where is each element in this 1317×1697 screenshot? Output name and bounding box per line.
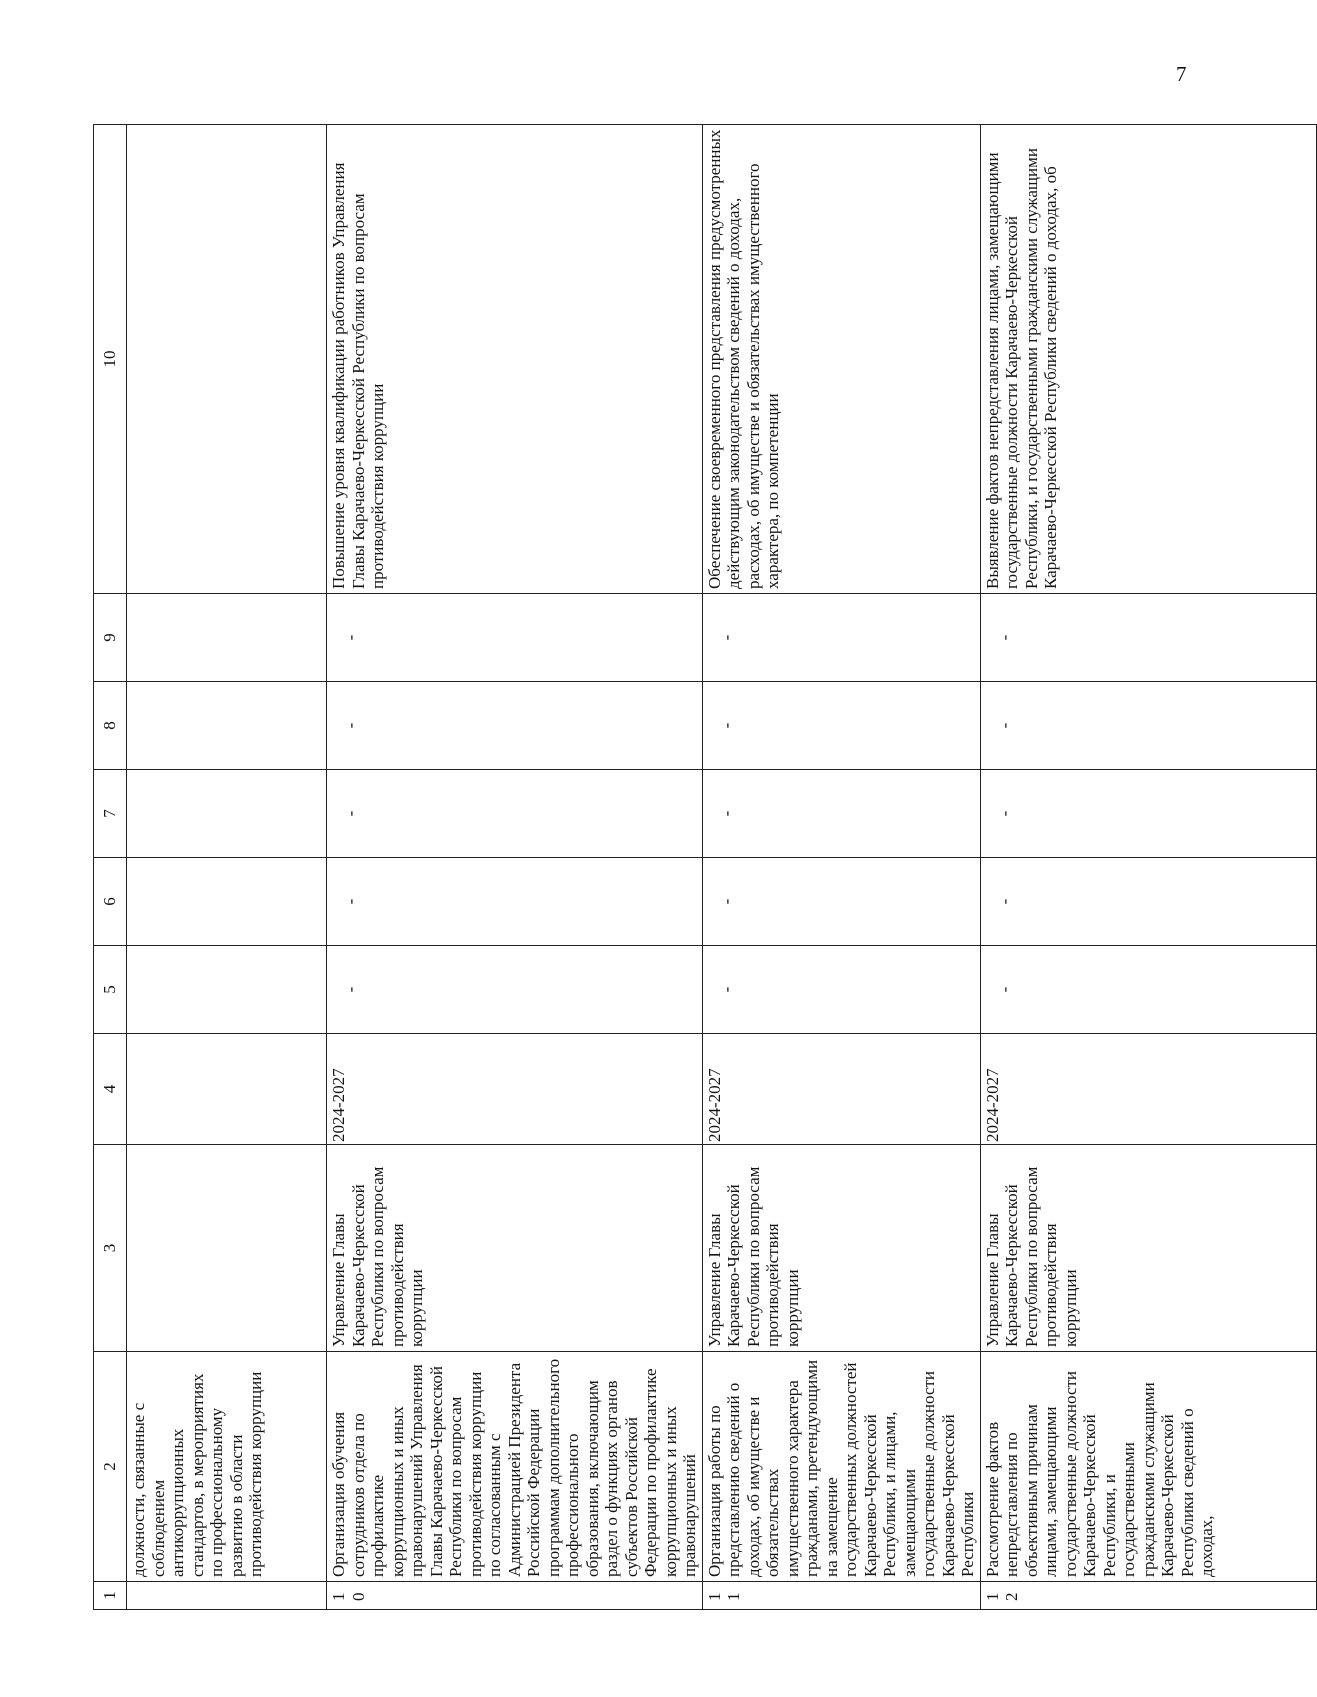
- activity-cell: Рассмотрение фактов непредставления по объективным причинам лицами, замещающими государственные должности Карачаево-Черкесской Республики, и государственными гражданскими служащими Карачаево-Черкесской Республики сведений о доходах,: [980, 1352, 1316, 1582]
- executor-cell: Управление Главы Карачаево-Черкесской Республики по вопросам противодействия коррупции: [980, 1145, 1316, 1352]
- result-cell: Обеспечение своевременного представления предусмотренных действующим законодательством сведений о доходах, расходах, об имуществе и обязательствах имущественного характера, по компетенции: [702, 125, 980, 594]
- value-cell: -: [980, 594, 1316, 682]
- activity-cell: Организация работы по представлению сведений о доходах, об имуществе и обязательствах имущественного характера гражданами, претендующими на замещение государственных должностей Карачаево-Черкесской Республики, и лицами, замещающими государственные должности Карачаево-Черкесской Республики: [702, 1352, 980, 1582]
- value-cell: -: [327, 858, 703, 946]
- value-cell: -: [327, 594, 703, 682]
- value-cell: -: [327, 770, 703, 858]
- plan-table: [93, 124, 1317, 1610]
- period-cell: 2024-2027: [980, 1034, 1316, 1145]
- value-cell: -: [980, 770, 1316, 858]
- value-cell: [127, 770, 327, 858]
- result-cell: [127, 125, 327, 594]
- rotated-content: [93, 65, 1233, 1610]
- value-cell: -: [980, 682, 1316, 770]
- value-cell: -: [702, 682, 980, 770]
- activity-cell: должности, связанные с соблюдением антикоррупционных стандартов, в мероприятиях по профессиональному развитию в области противодействия коррупции: [127, 1352, 327, 1582]
- row-number: 10: [327, 1582, 703, 1610]
- table-row: [327, 125, 703, 1610]
- value-cell: -: [702, 594, 980, 682]
- column-header: 4: [94, 1034, 127, 1145]
- column-header: 9: [94, 594, 127, 682]
- period-cell: 2024-2027: [327, 1034, 703, 1145]
- value-cell: [127, 594, 327, 682]
- value-cell: -: [702, 858, 980, 946]
- value-cell: -: [327, 682, 703, 770]
- value-cell: -: [980, 858, 1316, 946]
- activity-cell: Организация обучения сотрудников отдела по профилактике коррупционных и иных правонарушений Управления Главы Карачаево-Черкесской Республики по вопросам противодействия коррупции по согласованным с Администрацией Президента Российской Федерации программам дополнительного профессионального образования, включающим раздел о функциях органов субъектов Российской Федерации по профилактике коррупционных и иных правонарушений: [327, 1352, 703, 1582]
- result-cell: Повышение уровня квалификации работников Управления Главы Карачаево-Черкесской Республики по вопросам противодействия коррупции: [327, 125, 703, 594]
- executor-cell: Управление Главы Карачаево-Черкесской Республики по вопросам противодействия коррупции: [702, 1145, 980, 1352]
- column-header: 10: [94, 125, 127, 594]
- row-number: 11: [702, 1582, 980, 1610]
- executor-cell: Управление Главы Карачаево-Черкесской Республики по вопросам противодействия коррупции: [327, 1145, 703, 1352]
- value-cell: -: [980, 946, 1316, 1034]
- column-header: 7: [94, 770, 127, 858]
- result-cell: Выявление фактов непредставления лицами, замещающими государственные должности Карачаево-Черкесской Республики, и государственными гражданскими служащими Карачаево-Черкесской Республики сведений о доходах, об: [980, 125, 1316, 594]
- rotated-table-area: [93, 65, 1233, 1610]
- period-cell: 2024-2027: [702, 1034, 980, 1145]
- table-row: [980, 125, 1316, 1610]
- table-row: [702, 125, 980, 1610]
- value-cell: -: [702, 946, 980, 1034]
- page-number: 7: [1176, 62, 1187, 86]
- value-cell: -: [702, 770, 980, 858]
- executor-cell: [127, 1145, 327, 1352]
- value-cell: [127, 858, 327, 946]
- row-number: 12: [980, 1582, 1316, 1610]
- column-header: 5: [94, 946, 127, 1034]
- row-number: [127, 1582, 327, 1610]
- column-header: 8: [94, 682, 127, 770]
- column-header: 1: [94, 1582, 127, 1610]
- value-cell: [127, 682, 327, 770]
- header-row: [94, 125, 127, 1610]
- column-header: 2: [94, 1352, 127, 1582]
- column-header: 6: [94, 858, 127, 946]
- column-header: 3: [94, 1145, 127, 1352]
- value-cell: -: [327, 946, 703, 1034]
- table-row: [127, 125, 327, 1610]
- period-cell: [127, 1034, 327, 1145]
- value-cell: [127, 946, 327, 1034]
